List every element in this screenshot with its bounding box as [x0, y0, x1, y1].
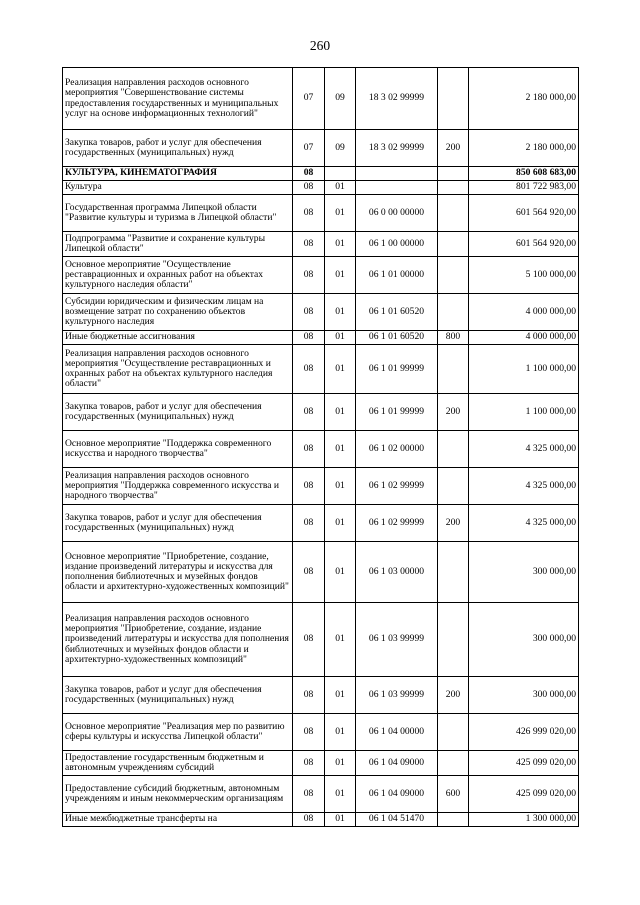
table-row — [63, 257, 579, 294]
row-amount: 425 099 020,00 — [469, 751, 579, 776]
row-type: 200 — [438, 394, 469, 431]
row-amount: 4 325 000,00 — [469, 468, 579, 505]
row-subsection: 01 — [325, 813, 356, 827]
row-amount: 300 000,00 — [469, 603, 579, 677]
row-subsection: 01 — [325, 257, 356, 294]
row-type — [438, 468, 469, 505]
row-amount: 1 300 000,00 — [469, 813, 579, 827]
row-amount: 601 564 920,00 — [469, 232, 579, 257]
row-type — [438, 542, 469, 603]
row-name: Закупка товаров, работ и услуг для обеспечения государственных (муниципальных) нужд — [63, 394, 293, 431]
row-type: 200 — [438, 677, 469, 714]
row-section: 08 — [293, 195, 325, 232]
row-section: 08 — [293, 813, 325, 827]
row-subsection: 01 — [325, 776, 356, 813]
row-subsection: 01 — [325, 505, 356, 542]
row-amount: 2 180 000,00 — [469, 68, 579, 130]
row-subsection: 01 — [325, 542, 356, 603]
row-name: Государственная программа Липецкой области "Развитие культуры и туризма в Липецкой области" — [63, 195, 293, 232]
row-name: Реализация направления расходов основного мероприятия "Поддержка современного искусства и народного творчества" — [63, 468, 293, 505]
table-row — [63, 345, 579, 394]
table-row — [63, 181, 579, 195]
row-subsection: 01 — [325, 394, 356, 431]
row-subsection: 09 — [325, 68, 356, 130]
row-subsection: 01 — [325, 345, 356, 394]
row-name: КУЛЬТУРА, КИНЕМАТОГРАФИЯ — [63, 167, 293, 181]
table-row — [63, 195, 579, 232]
row-type: 600 — [438, 776, 469, 813]
table-row — [63, 505, 579, 542]
table-row — [63, 130, 579, 167]
row-type: 200 — [438, 505, 469, 542]
row-name: Основное мероприятие "Приобретение, создание, издание произведений литературы и искусства для пополнения библиотечных и музейных фондов области и архитектурно-художественных композиций" — [63, 542, 293, 603]
row-section: 08 — [293, 776, 325, 813]
row-type — [438, 714, 469, 751]
row-section: 08 — [293, 505, 325, 542]
row-name: Реализация направления расходов основного мероприятия "Совершенствование системы предоставления государственных и муниципальных услуг на основе информационных технологий" — [63, 68, 293, 130]
row-amount: 1 100 000,00 — [469, 394, 579, 431]
row-target: 18 3 02 99999 — [356, 68, 438, 130]
row-amount: 300 000,00 — [469, 677, 579, 714]
row-type — [438, 181, 469, 195]
row-amount: 850 608 683,00 — [469, 167, 579, 181]
row-type — [438, 345, 469, 394]
row-target: 06 1 02 00000 — [356, 431, 438, 468]
row-amount: 4 000 000,00 — [469, 294, 579, 331]
row-section: 07 — [293, 130, 325, 167]
row-subsection — [325, 167, 356, 181]
row-amount: 5 100 000,00 — [469, 257, 579, 294]
row-name: Реализация направления расходов основного мероприятия "Осуществление реставрационных и охранных работ на объектах культурного наследия области" — [63, 345, 293, 394]
row-type — [438, 232, 469, 257]
row-amount: 426 999 020,00 — [469, 714, 579, 751]
row-target: 06 1 01 00000 — [356, 257, 438, 294]
row-target: 06 1 01 60520 — [356, 331, 438, 345]
row-target: 06 1 01 99999 — [356, 394, 438, 431]
row-section: 08 — [293, 542, 325, 603]
table-row — [63, 603, 579, 677]
row-subsection: 01 — [325, 603, 356, 677]
row-amount: 300 000,00 — [469, 542, 579, 603]
row-section: 08 — [293, 394, 325, 431]
row-subsection: 01 — [325, 714, 356, 751]
row-target — [356, 181, 438, 195]
row-name: Предоставление государственным бюджетным и автономным учреждениям субсидий — [63, 751, 293, 776]
row-target: 06 1 04 09000 — [356, 751, 438, 776]
table-row — [63, 813, 579, 827]
row-name: Закупка товаров, работ и услуг для обеспечения государственных (муниципальных) нужд — [63, 677, 293, 714]
row-name: Основное мероприятие "Реализация мер по развитию сферы культуры и искусства Липецкой области" — [63, 714, 293, 751]
table-row — [63, 167, 579, 181]
row-name: Иные бюджетные ассигнования — [63, 331, 293, 345]
row-name: Субсидии юридическим и физическим лицам на возмещение затрат по сохранению объектов культурного наследия — [63, 294, 293, 331]
table-row — [63, 751, 579, 776]
row-amount: 2 180 000,00 — [469, 130, 579, 167]
row-target: 06 1 03 00000 — [356, 542, 438, 603]
row-subsection: 01 — [325, 677, 356, 714]
row-target: 06 1 02 99999 — [356, 505, 438, 542]
row-type: 800 — [438, 331, 469, 345]
table-row — [63, 232, 579, 257]
row-type — [438, 294, 469, 331]
row-type — [438, 813, 469, 827]
row-amount: 1 100 000,00 — [469, 345, 579, 394]
row-section: 08 — [293, 431, 325, 468]
row-amount: 425 099 020,00 — [469, 776, 579, 813]
row-target: 06 1 02 99999 — [356, 468, 438, 505]
row-section: 08 — [293, 331, 325, 345]
row-amount: 4 325 000,00 — [469, 505, 579, 542]
row-name: Культура — [63, 181, 293, 195]
row-subsection: 01 — [325, 294, 356, 331]
row-target: 06 1 04 00000 — [356, 714, 438, 751]
row-section: 08 — [293, 603, 325, 677]
row-name: Закупка товаров, работ и услуг для обеспечения государственных (муниципальных) нужд — [63, 130, 293, 167]
row-section: 08 — [293, 257, 325, 294]
row-target: 06 1 03 99999 — [356, 603, 438, 677]
row-name: Реализация направления расходов основного мероприятия "Приобретение, создание, издание произведений литературы и искусства для пополнения библиотечных и музейных фондов области и архитектурно-художественных композиций" — [63, 603, 293, 677]
row-name: Предоставление субсидий бюджетным, автономным учреждениям и иным некоммерческим организациям — [63, 776, 293, 813]
row-subsection: 01 — [325, 751, 356, 776]
row-type — [438, 257, 469, 294]
row-section: 08 — [293, 232, 325, 257]
row-section: 08 — [293, 677, 325, 714]
row-subsection: 01 — [325, 181, 356, 195]
page-number: 260 — [309, 38, 331, 53]
row-section: 07 — [293, 68, 325, 130]
row-section: 08 — [293, 294, 325, 331]
row-target: 06 1 00 00000 — [356, 232, 438, 257]
row-section: 08 — [293, 345, 325, 394]
row-type: 200 — [438, 130, 469, 167]
row-target: 06 1 03 99999 — [356, 677, 438, 714]
row-subsection: 01 — [325, 468, 356, 505]
row-target: 18 3 02 99999 — [356, 130, 438, 167]
row-section: 08 — [293, 468, 325, 505]
table-row — [63, 331, 579, 345]
row-target: 06 1 01 99999 — [356, 345, 438, 394]
row-subsection: 01 — [325, 195, 356, 232]
row-target — [356, 167, 438, 181]
row-amount: 601 564 920,00 — [469, 195, 579, 232]
table-row — [63, 468, 579, 505]
row-amount: 4 325 000,00 — [469, 431, 579, 468]
table-row — [63, 714, 579, 751]
budget-table — [62, 67, 579, 827]
row-section: 08 — [293, 167, 325, 181]
row-section: 08 — [293, 751, 325, 776]
row-type — [438, 167, 469, 181]
row-type — [438, 195, 469, 232]
row-name: Подпрограмма "Развитие и сохранение культуры Липецкой области" — [63, 232, 293, 257]
row-type — [438, 68, 469, 130]
table-row — [63, 68, 579, 130]
row-name: Основное мероприятие "Поддержка современного искусства и народного творчества" — [63, 431, 293, 468]
row-type — [438, 603, 469, 677]
row-amount: 801 722 983,00 — [469, 181, 579, 195]
table-row — [63, 394, 579, 431]
row-target: 06 1 01 60520 — [356, 294, 438, 331]
row-subsection: 01 — [325, 431, 356, 468]
row-section: 08 — [293, 714, 325, 751]
row-target: 06 1 04 09000 — [356, 776, 438, 813]
row-section: 08 — [293, 181, 325, 195]
row-name: Закупка товаров, работ и услуг для обеспечения государственных (муниципальных) нужд — [63, 505, 293, 542]
row-amount: 4 000 000,00 — [469, 331, 579, 345]
row-subsection: 01 — [325, 331, 356, 345]
row-target: 06 1 04 51470 — [356, 813, 438, 827]
table-row — [63, 542, 579, 603]
row-subsection: 09 — [325, 130, 356, 167]
table-row — [63, 431, 579, 468]
row-name: Иные межбюджетные трансферты на — [63, 813, 293, 827]
table-row — [63, 677, 579, 714]
row-target: 06 0 00 00000 — [356, 195, 438, 232]
table-row — [63, 294, 579, 331]
row-name: Основное мероприятие "Осуществление реставрационных и охранных работ на объектах культурного наследия области" — [63, 257, 293, 294]
row-type — [438, 751, 469, 776]
table-row — [63, 776, 579, 813]
row-type — [438, 431, 469, 468]
row-subsection: 01 — [325, 232, 356, 257]
